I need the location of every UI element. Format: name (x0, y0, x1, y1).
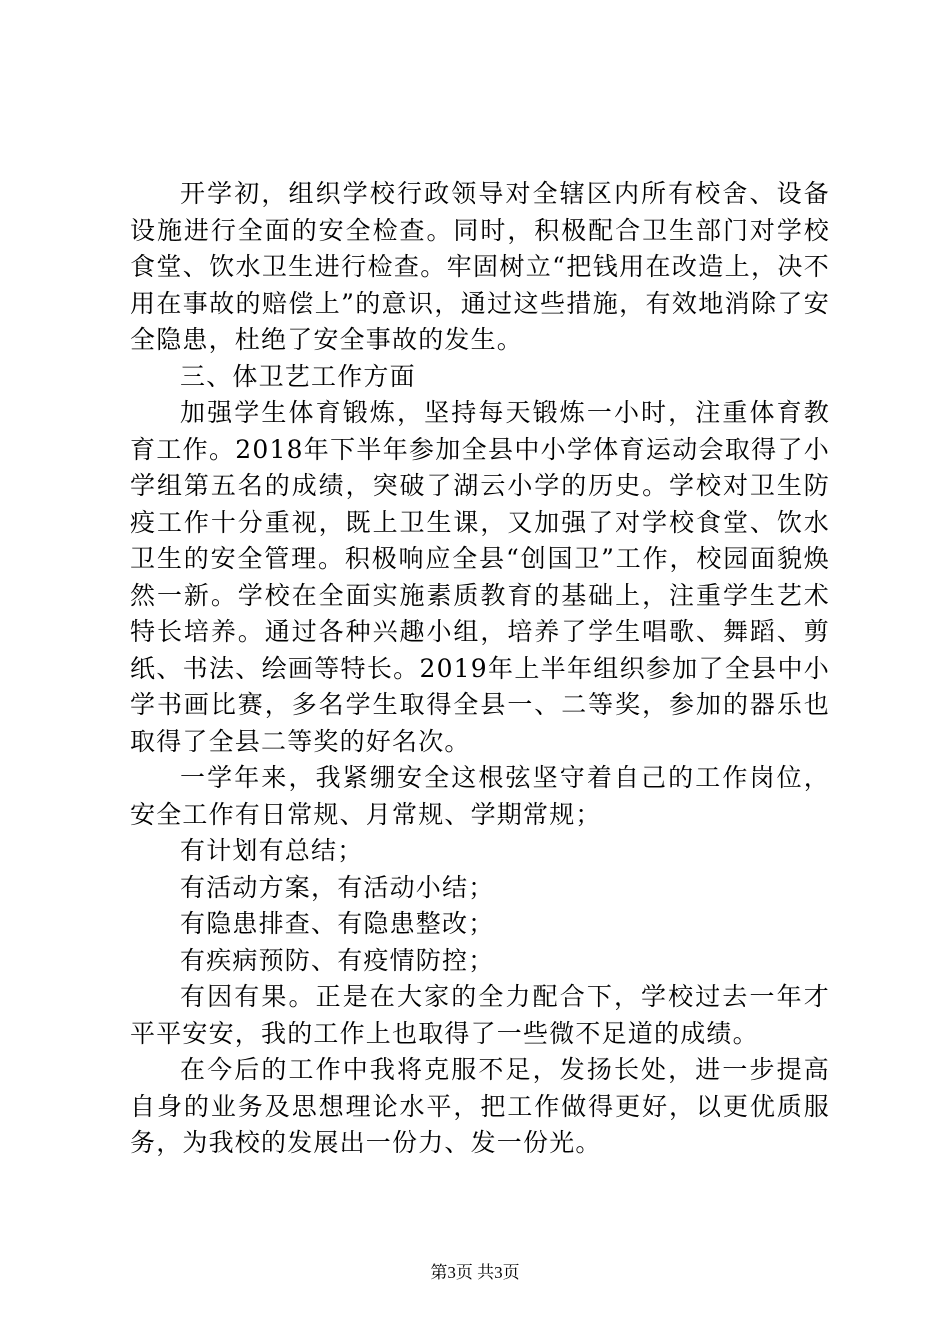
list-item-disease-prevention: 有疾病预防、有疫情防控； (180, 945, 495, 975)
paragraph-safety-inspection: 开学初，组织学校行政领导对全辖区内所有校舍、设备设施进行全面的安全检查。同时，积极配合卫生部门对学校食堂、饮水卫生进行检查。牢固树立“把钱用在改造上，决不用在事故的赔偿上”的意识，通过这些措施，有效地消除了安全隐患，杜绝了安全事故的发生。 (130, 179, 830, 354)
list-item-plan-summary: 有计划有总结； (180, 836, 364, 865)
paragraph-year-review: 一学年来，我紧绷安全这根弦坚守着自己的工作岗位，安全工作有日常规、月常规、学期常规； (130, 763, 830, 829)
document-body (130, 176, 830, 1162)
page-number-footer: 第3页 共3页 (430, 1263, 520, 1282)
paragraph-future-work: 在今后的工作中我将克服不足，发扬长处，进一步提高自身的业务及思想理论水平，把工作做得更好，以更优质服务，为我校的发展出一份力、发一份光。 (130, 1055, 830, 1157)
paragraph-results: 有因有果。正是在大家的全力配合下，学校过去一年才平平安安，我的工作上也取得了一些微不足道的成绩。 (130, 982, 830, 1048)
paragraph-sports-health-arts: 加强学生体育锻炼，坚持每天锻炼一小时，注重体育教育工作。2018年下半年参加全县中小学体育运动会取得了小学组第五名的成绩，突破了湖云小学的历史。学校对卫生防疫工作十分重视，既上卫生课，又加强了对学校食堂、饮水卫生的安全管理。积极响应全县“创国卫”工作，校园面貌焕然一新。学校在全面实施素质教育的基础上，注重学生艺术特长培养。通过各种兴趣小组，培养了学生唱歌、舞蹈、剪纸、书法、绘画等特长。2019年上半年组织参加了全县中小学书画比赛，多名学生取得全县一、二等奖，参加的器乐也取得了全县二等奖的好名次。 (130, 398, 830, 756)
list-item-activity-plan: 有活动方案，有活动小结； (180, 872, 495, 902)
list-item-hazard-check: 有隐患排查、有隐患整改； (180, 909, 495, 938)
section-heading-sports-health-arts: 三、体卫艺工作方面 (180, 361, 416, 391)
